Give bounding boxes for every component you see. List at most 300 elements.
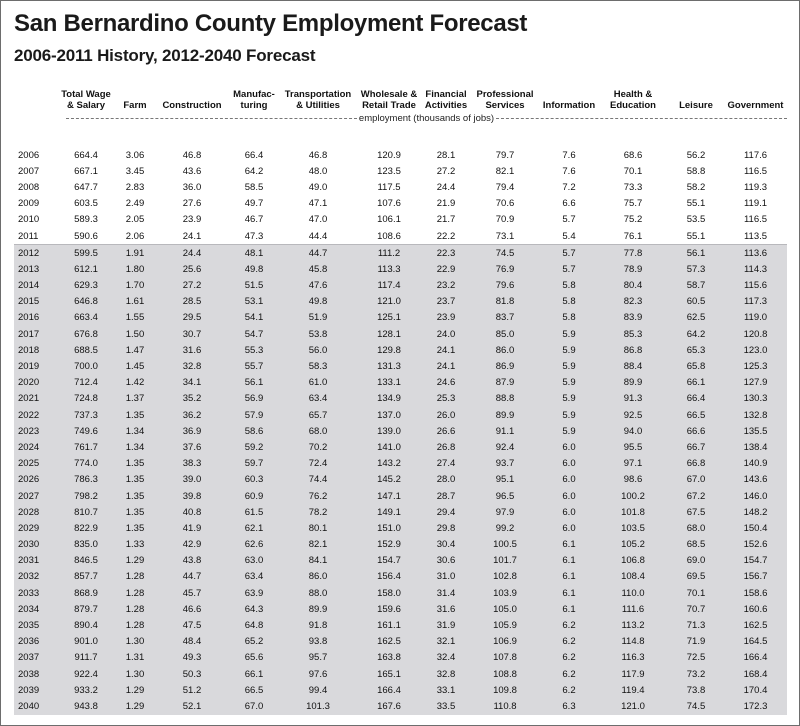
value-cell: 7.6 [562,149,576,161]
value-cell: 58.3 [280,358,356,374]
value-cell: 6.1 [540,537,598,553]
value-cell: 32.8 [156,358,228,374]
forecast-row [14,423,787,439]
value-cell: 26.8 [422,439,470,455]
value-cell: 53.5 [686,214,706,226]
value-cell: 29.8 [422,520,470,536]
value-cell: 156.4 [356,569,422,585]
value-cell: 73.8 [668,682,724,698]
value-cell: 162.5 [724,617,787,633]
value-cell: 835.0 [58,537,114,553]
value-cell: 119.1 [743,198,768,210]
value-cell: 749.6 [58,423,114,439]
value-cell: 129.8 [356,342,422,358]
value-cell: 33.5 [422,698,470,714]
value-cell: 131.3 [356,358,422,374]
value-cell: 30.7 [156,326,228,342]
value-cell: 50.3 [156,666,228,682]
value-cell: 22.9 [422,261,470,277]
value-cell: 24.4 [156,245,228,262]
value-cell: 49.3 [156,650,228,666]
value-cell: 629.3 [58,278,114,294]
year-cell: 2010 [18,214,40,226]
value-cell: 88.8 [470,391,540,407]
value-cell: 44.4 [308,230,328,242]
value-cell: 30.4 [422,537,470,553]
value-cell: 60.3 [228,472,280,488]
value-cell: 5.9 [540,423,598,439]
value-cell: 85.0 [470,326,540,342]
value-cell: 63.9 [228,585,280,601]
value-cell: 22.3 [422,245,470,262]
value-cell: 724.8 [58,391,114,407]
value-cell: 81.8 [470,294,540,310]
value-cell: 52.1 [156,698,228,714]
value-cell: 73.3 [623,181,643,193]
year-cell: 2020 [14,375,58,391]
value-cell: 117.4 [356,278,422,294]
value-cell: 65.2 [228,634,280,650]
value-cell: 163.8 [356,650,422,666]
value-cell: 32.1 [422,634,470,650]
value-cell: 111.2 [356,245,422,262]
value-cell: 91.1 [470,423,540,439]
value-cell: 48.0 [308,165,328,177]
value-cell: 44.7 [280,245,356,262]
value-cell: 24.4 [436,181,456,193]
forecast-row [14,326,787,342]
value-cell: 89.9 [280,601,356,617]
forecast-row [14,456,787,472]
value-cell: 1.50 [114,326,156,342]
year-cell: 2022 [14,407,58,423]
value-cell: 6.0 [540,488,598,504]
value-cell: 97.9 [470,504,540,520]
value-cell: 5.9 [540,342,598,358]
value-cell: 119.0 [724,310,787,326]
value-cell: 72.4 [280,456,356,472]
value-cell: 1.70 [114,278,156,294]
forecast-row [14,407,787,423]
value-cell: 54.7 [228,326,280,342]
value-cell: 75.2 [623,214,643,226]
value-cell: 110.8 [470,698,540,714]
value-cell: 56.1 [668,245,724,262]
value-cell: 68.0 [668,520,724,536]
value-cell: 1.28 [114,617,156,633]
forecast-row [14,537,787,553]
value-cell: 24.1 [422,358,470,374]
header-leisure: Leisure [679,100,713,111]
value-cell: 164.5 [724,634,787,650]
value-cell: 79.6 [470,278,540,294]
history-row [14,196,787,212]
value-cell: 119.3 [743,181,768,193]
forecast-row [14,310,787,326]
value-cell: 5.9 [540,326,598,342]
header-health-education: Health & Education [610,89,656,111]
year-cell: 2019 [14,358,58,374]
year-cell: 2027 [14,488,58,504]
value-cell: 47.6 [280,278,356,294]
value-cell: 66.5 [228,682,280,698]
value-cell: 40.8 [156,504,228,520]
value-cell: 89.9 [470,407,540,423]
unit-divider-left [66,118,357,119]
value-cell: 108.4 [598,569,668,585]
value-cell: 943.8 [58,698,114,714]
value-cell: 53.8 [280,326,356,342]
forecast-row [14,666,787,682]
value-cell: 1.35 [114,407,156,423]
value-cell: 44.7 [156,569,228,585]
value-cell: 98.6 [598,472,668,488]
value-cell: 101.8 [598,504,668,520]
forecast-row [14,472,787,488]
value-cell: 75.7 [623,198,643,210]
value-cell: 61.0 [280,375,356,391]
value-cell: 60.5 [668,294,724,310]
value-cell: 2.83 [125,181,145,193]
value-cell: 62.6 [228,537,280,553]
value-cell: 6.0 [540,520,598,536]
value-cell: 74.5 [668,698,724,714]
value-cell: 590.6 [74,230,98,242]
value-cell: 91.3 [598,391,668,407]
value-cell: 147.1 [356,488,422,504]
forecast-row [14,553,787,569]
value-cell: 120.9 [377,149,401,161]
value-cell: 1.37 [114,391,156,407]
value-cell: 822.9 [58,520,114,536]
value-cell: 108.8 [470,666,540,682]
value-cell: 5.9 [540,358,598,374]
value-cell: 599.5 [58,245,114,262]
value-cell: 167.6 [356,698,422,714]
value-cell: 70.9 [495,214,515,226]
value-cell: 45.8 [280,261,356,277]
value-cell: 39.0 [156,472,228,488]
value-cell: 30.6 [422,553,470,569]
history-row [14,147,787,163]
value-cell: 97.1 [598,456,668,472]
value-cell: 148.2 [724,504,787,520]
value-cell: 32.4 [422,650,470,666]
value-cell: 55.7 [228,358,280,374]
value-cell: 6.2 [540,666,598,682]
header-construction: Construction [162,100,222,111]
value-cell: 66.4 [668,391,724,407]
value-cell: 83.7 [470,310,540,326]
value-cell: 646.8 [58,294,114,310]
value-cell: 6.1 [540,601,598,617]
value-cell: 85.3 [598,326,668,342]
column-header-row [14,83,787,111]
year-cell: 2031 [14,553,58,569]
value-cell: 32.8 [422,666,470,682]
value-cell: 113.3 [356,261,422,277]
value-cell: 64.8 [228,617,280,633]
year-cell: 2013 [14,261,58,277]
value-cell: 36.2 [156,407,228,423]
value-cell: 29.4 [422,504,470,520]
value-cell: 86.0 [470,342,540,358]
value-cell: 737.3 [58,407,114,423]
value-cell: 51.5 [228,278,280,294]
value-cell: 58.7 [668,278,724,294]
value-cell: 56.2 [686,149,706,161]
value-cell: 46.7 [244,214,264,226]
value-cell: 49.7 [244,198,264,210]
value-cell: 116.5 [743,214,768,226]
value-cell: 137.0 [356,407,422,423]
value-cell: 78.9 [598,261,668,277]
value-cell: 25.6 [156,261,228,277]
value-cell: 114.3 [724,261,787,277]
value-cell: 60.9 [228,488,280,504]
value-cell: 6.0 [540,504,598,520]
value-cell: 109.8 [470,682,540,698]
value-cell: 100.2 [598,488,668,504]
value-cell: 712.4 [58,375,114,391]
value-cell: 786.3 [58,472,114,488]
year-cell: 2012 [14,245,58,262]
page-title: San Bernardino County Employment Forecast [14,10,528,37]
value-cell: 66.7 [668,439,724,455]
value-cell: 70.6 [495,198,515,210]
value-cell: 24.0 [422,326,470,342]
value-cell: 1.29 [114,553,156,569]
value-cell: 66.6 [668,423,724,439]
table-body [14,147,787,715]
value-cell: 66.1 [668,375,724,391]
value-cell: 54.1 [228,310,280,326]
header-manufacturing: Manufac- turing [233,89,275,111]
value-cell: 1.91 [114,245,156,262]
value-cell: 1.61 [114,294,156,310]
value-cell: 59.2 [228,439,280,455]
value-cell: 6.1 [540,553,598,569]
value-cell: 59.7 [228,456,280,472]
value-cell: 28.0 [422,472,470,488]
forecast-row [14,342,787,358]
year-cell: 2011 [18,230,39,242]
value-cell: 663.4 [58,310,114,326]
value-cell: 1.28 [114,601,156,617]
value-cell: 115.6 [724,278,787,294]
value-cell: 94.0 [598,423,668,439]
value-cell: 106.8 [598,553,668,569]
value-cell: 688.5 [58,342,114,358]
value-cell: 810.7 [58,504,114,520]
value-cell: 774.0 [58,456,114,472]
value-cell: 21.7 [436,214,456,226]
value-cell: 27.4 [422,456,470,472]
value-cell: 65.7 [280,407,356,423]
value-cell: 113.6 [724,245,787,262]
value-cell: 172.3 [724,698,787,714]
year-cell: 2026 [14,472,58,488]
year-cell: 2008 [18,181,40,193]
value-cell: 141.0 [356,439,422,455]
value-cell: 24.1 [182,230,202,242]
value-cell: 156.7 [724,569,787,585]
value-cell: 65.3 [668,342,724,358]
value-cell: 77.8 [598,245,668,262]
value-cell: 1.34 [114,439,156,455]
year-cell: 2038 [14,666,58,682]
value-cell: 48.4 [156,634,228,650]
value-cell: 91.8 [280,617,356,633]
value-cell: 700.0 [58,358,114,374]
value-cell: 103.5 [598,520,668,536]
value-cell: 63.0 [228,553,280,569]
value-cell: 125.3 [724,358,787,374]
forecast-row [14,391,787,407]
value-cell: 2.06 [125,230,145,242]
unit-label: employment (thousands of jobs) [358,112,495,124]
value-cell: 67.2 [668,488,724,504]
value-cell: 121.0 [356,294,422,310]
value-cell: 121.0 [598,698,668,714]
forecast-row [14,504,787,520]
value-cell: 103.9 [470,585,540,601]
value-cell: 31.4 [422,585,470,601]
value-cell: 35.2 [156,391,228,407]
forecast-row [14,358,787,374]
value-cell: 134.9 [356,391,422,407]
value-cell: 152.9 [356,537,422,553]
value-cell: 33.1 [422,682,470,698]
value-cell: 55.3 [228,342,280,358]
value-cell: 28.5 [156,294,228,310]
history-row [14,212,787,228]
value-cell: 80.4 [598,278,668,294]
year-cell: 2033 [14,585,58,601]
value-cell: 1.35 [114,520,156,536]
value-cell: 28.7 [422,488,470,504]
value-cell: 41.9 [156,520,228,536]
year-cell: 2034 [14,601,58,617]
value-cell: 80.1 [280,520,356,536]
value-cell: 66.1 [228,666,280,682]
value-cell: 123.0 [724,342,787,358]
value-cell: 88.4 [598,358,668,374]
year-cell: 2035 [14,617,58,633]
value-cell: 6.1 [540,569,598,585]
value-cell: 46.6 [156,601,228,617]
value-cell: 1.33 [114,537,156,553]
value-cell: 798.2 [58,488,114,504]
value-cell: 2.05 [125,214,145,226]
value-cell: 5.9 [540,375,598,391]
value-cell: 23.2 [422,278,470,294]
value-cell: 71.3 [668,617,724,633]
year-cell: 2040 [14,698,58,714]
value-cell: 135.5 [724,423,787,439]
value-cell: 55.1 [686,230,706,242]
value-cell: 106.1 [377,214,401,226]
value-cell: 1.47 [114,342,156,358]
value-cell: 159.6 [356,601,422,617]
value-cell: 65.8 [668,358,724,374]
value-cell: 149.1 [356,504,422,520]
value-cell: 5.8 [540,294,598,310]
value-cell: 82.1 [495,165,515,177]
value-cell: 34.1 [156,375,228,391]
value-cell: 612.1 [58,261,114,277]
value-cell: 150.4 [724,520,787,536]
value-cell: 69.0 [668,553,724,569]
value-cell: 26.0 [422,407,470,423]
forecast-row [14,488,787,504]
year-cell: 2037 [14,650,58,666]
value-cell: 23.9 [182,214,202,226]
value-cell: 138.4 [724,439,787,455]
year-cell: 2030 [14,537,58,553]
value-cell: 66.4 [244,149,264,161]
value-cell: 5.7 [540,261,598,277]
header-professional-services: Professional Services [476,89,534,111]
forecast-row [14,261,787,277]
forecast-row [14,439,787,455]
value-cell: 92.4 [470,439,540,455]
value-cell: 23.9 [422,310,470,326]
value-cell: 31.0 [422,569,470,585]
value-cell: 107.6 [377,198,401,210]
value-cell: 6.2 [540,617,598,633]
value-cell: 49.8 [228,261,280,277]
value-cell: 46.8 [308,149,328,161]
year-cell: 2024 [14,439,58,455]
header-transportation-utilities: Transportation & Utilities [284,89,352,111]
value-cell: 154.7 [724,553,787,569]
value-cell: 647.7 [74,181,98,193]
employment-table [14,83,787,715]
value-cell: 55.1 [686,198,706,210]
forecast-row [14,569,787,585]
value-cell: 1.34 [114,423,156,439]
value-cell: 761.7 [58,439,114,455]
history-row [14,228,787,245]
forecast-row [14,245,787,262]
unit-label-row [14,111,787,125]
value-cell: 66.8 [668,456,724,472]
value-cell: 24.1 [422,342,470,358]
value-cell: 133.1 [356,375,422,391]
forecast-row [14,601,787,617]
year-cell: 2015 [14,294,58,310]
value-cell: 143.2 [356,456,422,472]
value-cell: 911.7 [58,650,114,666]
value-cell: 5.4 [562,230,576,242]
forecast-row [14,520,787,536]
value-cell: 31.9 [422,617,470,633]
value-cell: 57.3 [668,261,724,277]
value-cell: 47.3 [244,230,264,242]
value-cell: 105.2 [598,537,668,553]
value-cell: 78.2 [280,504,356,520]
value-cell: 143.6 [724,472,787,488]
value-cell: 76.2 [280,488,356,504]
value-cell: 139.0 [356,423,422,439]
value-cell: 6.0 [540,439,598,455]
forecast-row [14,682,787,698]
value-cell: 1.29 [114,698,156,714]
value-cell: 6.2 [540,634,598,650]
year-cell: 2014 [14,278,58,294]
value-cell: 58.5 [244,181,264,193]
